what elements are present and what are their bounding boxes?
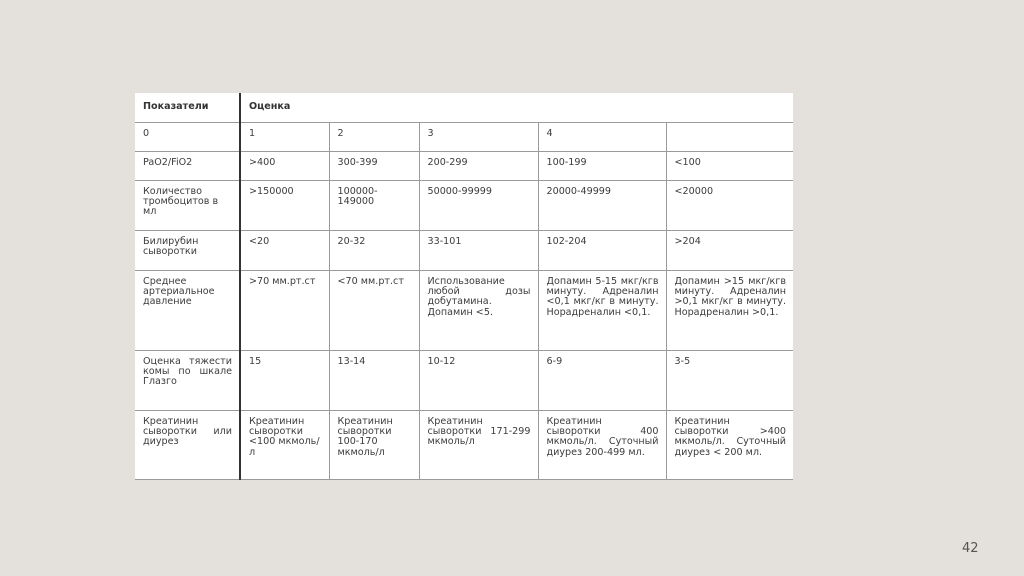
table-row (135, 230, 793, 270)
table-cell: 100-199 (538, 151, 666, 180)
table-cell: Креатинин сыворотки <100 мкмоль/л (240, 410, 329, 479)
table-cell: <20000 (666, 180, 793, 230)
table-cell: 20-32 (329, 230, 419, 270)
table-cell: Креатинин сыворотки 171-299 мкмоль/л (419, 410, 538, 479)
table-cell: Креатинин сыворотки 400 мкмоль/л. Суточный диурез 200-499 мл. (538, 410, 666, 479)
table-cell: Допамин 5-15 мкг/кгв минуту. Адреналин <0,1 мкг/кг в минуту. Норадреналин <0,1. (538, 270, 666, 350)
table-cell: 10-12 (419, 350, 538, 410)
table-cell: <20 (240, 230, 329, 270)
row-label: PaO2/FiO2 (135, 151, 240, 180)
table-cell: 100000-149000 (329, 180, 419, 230)
table-cell: 15 (240, 350, 329, 410)
scale-cell: 2 (329, 122, 419, 151)
table-cell: <70 мм.рт.ст (329, 270, 419, 350)
table-cell: Допамин >15 мкг/кгв минуту. Адреналин >0,1 мкг/кг в минуту. Норадреналин >0,1. (666, 270, 793, 350)
table-cell: 50000-99999 (419, 180, 538, 230)
scale-cell: 0 (135, 122, 240, 151)
header-indicators: Показатели (135, 93, 240, 122)
scale-cell: 3 (419, 122, 538, 151)
table-cell: 6-9 (538, 350, 666, 410)
row-label: Количество тромбоцитов в мл (135, 180, 240, 230)
table-cell: 200-299 (419, 151, 538, 180)
table-row (135, 180, 793, 230)
row-label: Оценка тяжести комы по шкале Глазго (135, 350, 240, 410)
table-cell: 20000-49999 (538, 180, 666, 230)
table-row (135, 410, 793, 479)
table-row (135, 151, 793, 180)
scale-cell (666, 122, 793, 151)
table-cell: 102-204 (538, 230, 666, 270)
row-label: Билирубин сыворотки (135, 230, 240, 270)
scale-cell: 1 (240, 122, 329, 151)
table-cell: >204 (666, 230, 793, 270)
table-cell: 13-14 (329, 350, 419, 410)
row-label: Креатинин сыворотки или диурез (135, 410, 240, 479)
scale-cell: 4 (538, 122, 666, 151)
table-cell: Использование любой дозы добутамина. Допамин <5. (419, 270, 538, 350)
table-cell: >70 мм.рт.ст (240, 270, 329, 350)
header-row (135, 93, 793, 122)
table-row (135, 270, 793, 350)
table-cell: <100 (666, 151, 793, 180)
sofa-score-table (135, 93, 793, 480)
table-cell: 300-399 (329, 151, 419, 180)
table-cell: 3-5 (666, 350, 793, 410)
header-score: Оценка (240, 93, 793, 122)
table-cell: >150000 (240, 180, 329, 230)
table-cell: 33-101 (419, 230, 538, 270)
sofa-table-container (135, 93, 793, 480)
table-row (135, 350, 793, 410)
page-number: 42 (962, 541, 979, 556)
table-cell: >400 (240, 151, 329, 180)
scale-row (135, 122, 793, 151)
table-cell: Креатинин сыворотки 100-170 мкмоль/л (329, 410, 419, 479)
row-label: Среднее артериальное давление (135, 270, 240, 350)
table-cell: Креатинин сыворотки >400 мкмоль/л. Суточный диурез < 200 мл. (666, 410, 793, 479)
